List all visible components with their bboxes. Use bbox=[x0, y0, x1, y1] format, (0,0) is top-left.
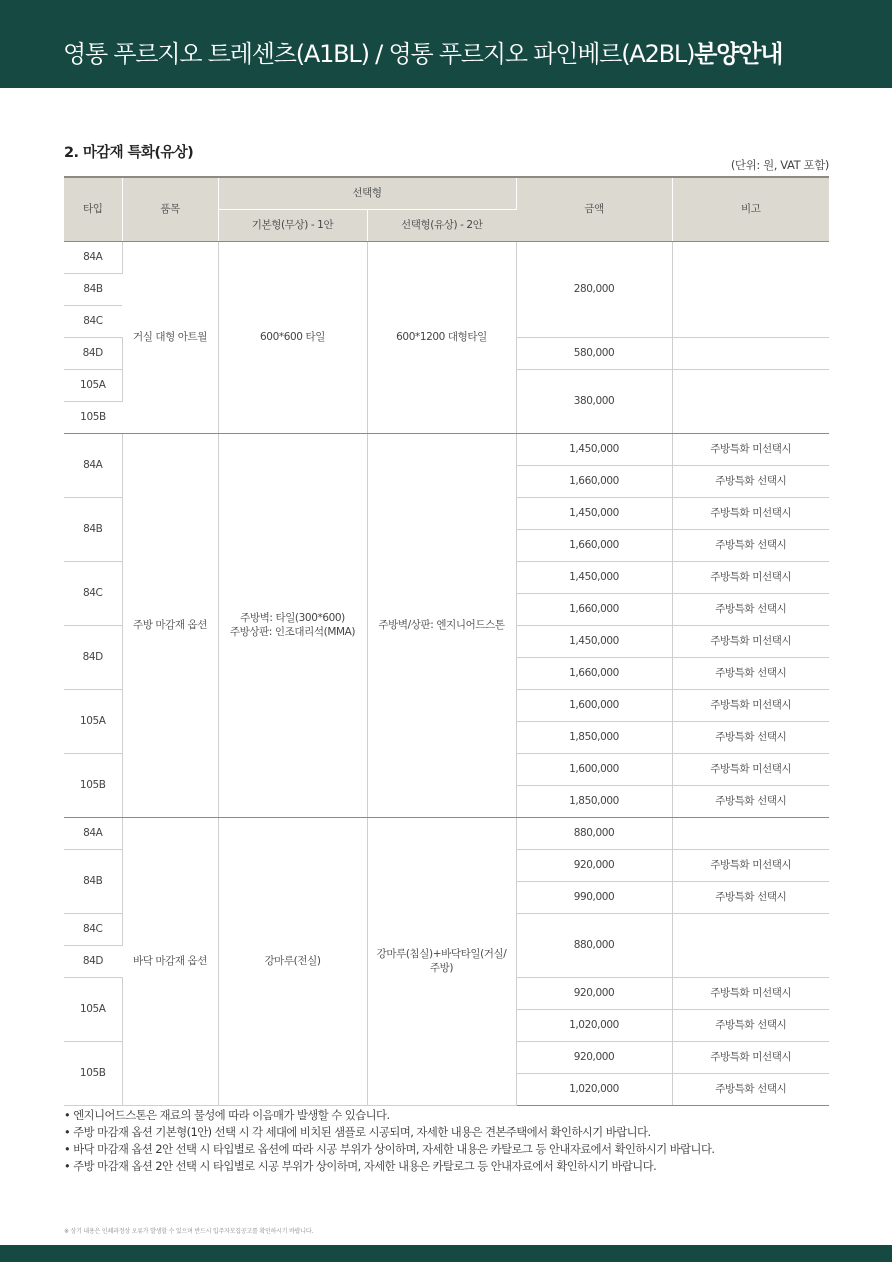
remark-cell: 주방특화 미선택시 bbox=[672, 689, 829, 721]
remark-cell: 주방특화 미선택시 bbox=[672, 753, 829, 785]
type-cell: 84D bbox=[64, 337, 122, 369]
price-cell: 880,000 bbox=[516, 817, 672, 849]
type-cell: 84B bbox=[64, 849, 122, 913]
note-item: • 엔지니어드스톤은 재료의 물성에 따라 이음매가 발생할 수 있습니다. bbox=[64, 1109, 390, 1122]
page-title: 영통 푸르지오 트레센츠(A1BL) / 영통 푸르지오 파인베르(A2BL)분양안내 bbox=[63, 40, 783, 68]
type-cell: 84A bbox=[64, 817, 122, 849]
finish-option-table bbox=[64, 176, 829, 1106]
remark-cell bbox=[672, 241, 829, 337]
price-cell: 1,600,000 bbox=[516, 689, 672, 721]
price-cell: 1,660,000 bbox=[516, 529, 672, 561]
header-item: 품목 bbox=[122, 177, 218, 241]
price-cell: 1,850,000 bbox=[516, 785, 672, 817]
header-basic: 기본형(무상) - 1안 bbox=[218, 209, 367, 241]
notes-list bbox=[64, 1107, 714, 1175]
item-cell: 바닥 마감재 옵션 bbox=[122, 817, 218, 1105]
type-cell: 105B bbox=[64, 753, 122, 817]
remark-cell bbox=[672, 817, 829, 849]
price-cell: 1,020,000 bbox=[516, 1009, 672, 1041]
header-remark: 비고 bbox=[672, 177, 829, 241]
header-type: 타입 bbox=[64, 177, 122, 241]
remark-cell: 주방특화 미선택시 bbox=[672, 561, 829, 593]
basic-cell: 강마루(전실) bbox=[218, 817, 367, 1105]
remark-cell: 주방특화 선택시 bbox=[672, 1073, 829, 1105]
remark-cell bbox=[672, 913, 829, 977]
price-cell: 920,000 bbox=[516, 849, 672, 881]
type-cell: 84B bbox=[64, 273, 122, 305]
type-cell: 84C bbox=[64, 561, 122, 625]
section-title: 2. 마감재 특화(유상) bbox=[64, 145, 194, 161]
header-price: 금액 bbox=[516, 177, 672, 241]
price-cell: 880,000 bbox=[516, 913, 672, 977]
option-cell: 600*1200 대형타일 bbox=[367, 241, 516, 433]
price-cell: 1,450,000 bbox=[516, 433, 672, 465]
basic-cell: 주방벽: 타일(300*600) 주방상판: 인조대리석(MMA) bbox=[218, 433, 367, 817]
header-bar bbox=[0, 0, 892, 88]
header-option: 선택형(유상) - 2안 bbox=[367, 209, 516, 241]
item-cell: 주방 마감재 옵션 bbox=[122, 433, 218, 817]
type-cell: 84A bbox=[64, 433, 122, 497]
price-cell: 1,450,000 bbox=[516, 625, 672, 657]
option-cell: 주방벽/상판: 엔지니어드스톤 bbox=[367, 433, 516, 817]
price-cell: 1,660,000 bbox=[516, 465, 672, 497]
price-cell: 1,850,000 bbox=[516, 721, 672, 753]
basic-cell: 600*600 타일 bbox=[218, 241, 367, 433]
price-cell: 1,660,000 bbox=[516, 657, 672, 689]
type-cell: 84C bbox=[64, 305, 122, 337]
remark-cell: 주방특화 선택시 bbox=[672, 657, 829, 689]
remark-cell: 주방특화 미선택시 bbox=[672, 625, 829, 657]
footer-bar bbox=[0, 1245, 892, 1262]
remark-cell: 주방특화 선택시 bbox=[672, 881, 829, 913]
price-cell: 920,000 bbox=[516, 977, 672, 1009]
disclaimer: ※ 상기 내용은 인쇄과정상 오류가 발생할 수 있으며 반드시 입주자모집공고를 확인하시기 바랍니다. bbox=[64, 1228, 314, 1235]
type-cell: 84B bbox=[64, 497, 122, 561]
unit-note: (단위: 원, VAT 포함) bbox=[730, 158, 829, 172]
remark-cell: 주방특화 미선택시 bbox=[672, 849, 829, 881]
header-selection: 선택형 bbox=[218, 177, 516, 209]
item-cell: 거실 대형 아트월 bbox=[122, 241, 218, 433]
price-cell: 1,450,000 bbox=[516, 561, 672, 593]
price-cell: 280,000 bbox=[516, 241, 672, 337]
price-cell: 1,660,000 bbox=[516, 593, 672, 625]
type-cell: 105B bbox=[64, 1041, 122, 1105]
remark-cell: 주방특화 선택시 bbox=[672, 785, 829, 817]
option-cell: 강마루(침실)+바닥타일(거실/ 주방) bbox=[367, 817, 516, 1105]
remark-cell: 주방특화 선택시 bbox=[672, 465, 829, 497]
remark-cell: 주방특화 미선택시 bbox=[672, 497, 829, 529]
remark-cell: 주방특화 선택시 bbox=[672, 721, 829, 753]
remark-cell: 주방특화 선택시 bbox=[672, 593, 829, 625]
price-cell: 1,020,000 bbox=[516, 1073, 672, 1105]
remark-cell: 주방특화 선택시 bbox=[672, 1009, 829, 1041]
price-cell: 920,000 bbox=[516, 1041, 672, 1073]
type-cell: 84D bbox=[64, 945, 122, 977]
price-cell: 1,600,000 bbox=[516, 753, 672, 785]
type-cell: 105A bbox=[64, 977, 122, 1041]
note-item: • 바닥 마감재 옵션 2안 선택 시 타입별로 옵션에 따라 시공 부위가 상이하며, 자세한 내용은 카탈로그 등 안내자료에서 확인하시기 바랍니다. bbox=[64, 1143, 715, 1156]
type-cell: 84C bbox=[64, 913, 122, 945]
price-cell: 580,000 bbox=[516, 337, 672, 369]
remark-cell bbox=[672, 337, 829, 369]
remark-cell: 주방특화 미선택시 bbox=[672, 977, 829, 1009]
type-cell: 105B bbox=[64, 401, 122, 433]
type-cell: 105A bbox=[64, 369, 122, 401]
note-item: • 주방 마감재 옵션 2안 선택 시 타입별로 시공 부위가 상이하며, 자세한 내용은 카탈로그 등 안내자료에서 확인하시기 바랍니다. bbox=[64, 1160, 657, 1173]
remark-cell bbox=[672, 369, 829, 433]
remark-cell: 주방특화 미선택시 bbox=[672, 433, 829, 465]
type-cell: 84D bbox=[64, 625, 122, 689]
type-cell: 84A bbox=[64, 241, 122, 273]
price-cell: 990,000 bbox=[516, 881, 672, 913]
remark-cell: 주방특화 미선택시 bbox=[672, 1041, 829, 1073]
price-cell: 1,450,000 bbox=[516, 497, 672, 529]
price-cell: 380,000 bbox=[516, 369, 672, 433]
remark-cell: 주방특화 선택시 bbox=[672, 529, 829, 561]
note-item: • 주방 마감재 옵션 기본형(1안) 선택 시 각 세대에 비치된 샘플로 시공되며, 자세한 내용은 견본주택에서 확인하시기 바랍니다. bbox=[64, 1126, 651, 1139]
type-cell: 105A bbox=[64, 689, 122, 753]
